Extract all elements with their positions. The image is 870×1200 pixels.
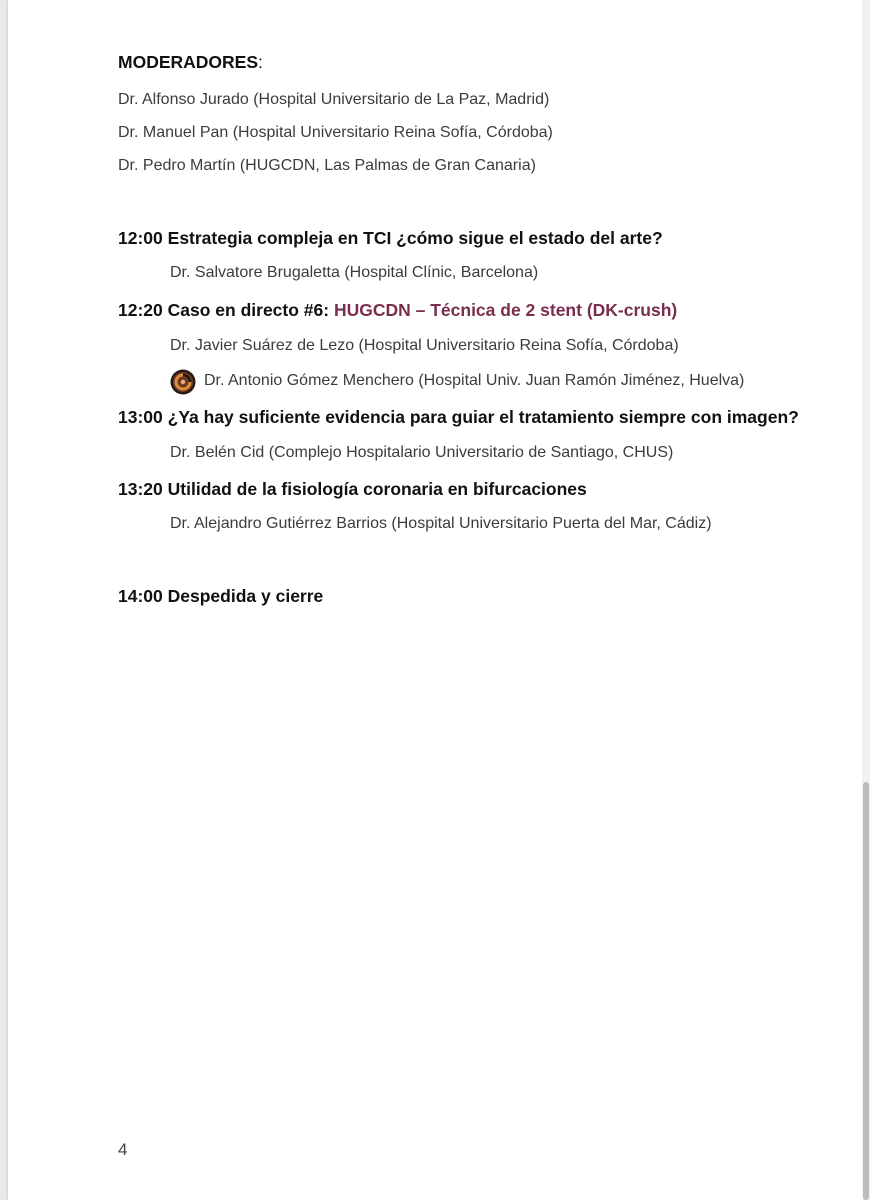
live-case-icon bbox=[170, 369, 196, 395]
scrollbar-thumb[interactable] bbox=[863, 782, 869, 1200]
session-title bbox=[118, 228, 663, 249]
moderators-heading-colon: : bbox=[258, 52, 263, 72]
speaker: Dr. Salvatore Brugaletta (Hospital Clínic, Barcelona) bbox=[170, 264, 539, 281]
speaker: Dr. Alejandro Gutiérrez Barrios (Hospital Universitario Puerta del Mar, Cádiz) bbox=[170, 515, 712, 532]
moderator-name: Dr. Manuel Pan (Hospital Universitario Reina Sofía, Córdoba) bbox=[118, 124, 553, 141]
moderators-heading-text: MODERADORES bbox=[118, 52, 259, 72]
speaker: Dr. Antonio Gómez Menchero (Hospital Univ. Juan Ramón Jiménez, Huelva) bbox=[204, 372, 745, 389]
session-title bbox=[118, 479, 587, 500]
session-time: 12:00 bbox=[118, 228, 163, 248]
session-time: 12:20 bbox=[118, 300, 163, 320]
session-title bbox=[118, 586, 323, 607]
moderator-name: Dr. Alfonso Jurado (Hospital Universitario de La Paz, Madrid) bbox=[118, 91, 550, 108]
session-title-text: Utilidad de la fisiología coronaria en bifurcaciones bbox=[167, 479, 587, 499]
moderator-name: Dr. Pedro Martín (HUGCDN, Las Palmas de Gran Canaria) bbox=[118, 157, 536, 174]
scrollbar[interactable] bbox=[862, 0, 870, 1200]
session-title-text: Caso en directo #6: bbox=[167, 300, 330, 320]
page-number: 4 bbox=[118, 1140, 128, 1159]
session-title-text: Estrategia compleja en TCI ¿cómo sigue el estado del arte? bbox=[167, 228, 663, 248]
moderators-heading bbox=[118, 52, 263, 73]
session-title bbox=[118, 300, 677, 321]
session-time: 14:00 bbox=[118, 586, 163, 606]
speaker: Dr. Javier Suárez de Lezo (Hospital Universitario Reina Sofía, Córdoba) bbox=[170, 337, 679, 354]
session-time: 13:00 bbox=[118, 407, 163, 427]
session-title bbox=[118, 407, 799, 428]
session-title-text: Despedida y cierre bbox=[167, 586, 324, 606]
document-page bbox=[8, 0, 862, 1200]
session-title-text: ¿Ya hay suficiente evidencia para guiar el tratamiento siempre con imagen? bbox=[167, 407, 799, 427]
session-time: 13:20 bbox=[118, 479, 163, 499]
session-title-accent: HUGCDN – Técnica de 2 stent (DK-crush) bbox=[333, 300, 678, 320]
speaker: Dr. Belén Cid (Complejo Hospitalario Universitario de Santiago, CHUS) bbox=[170, 444, 674, 461]
